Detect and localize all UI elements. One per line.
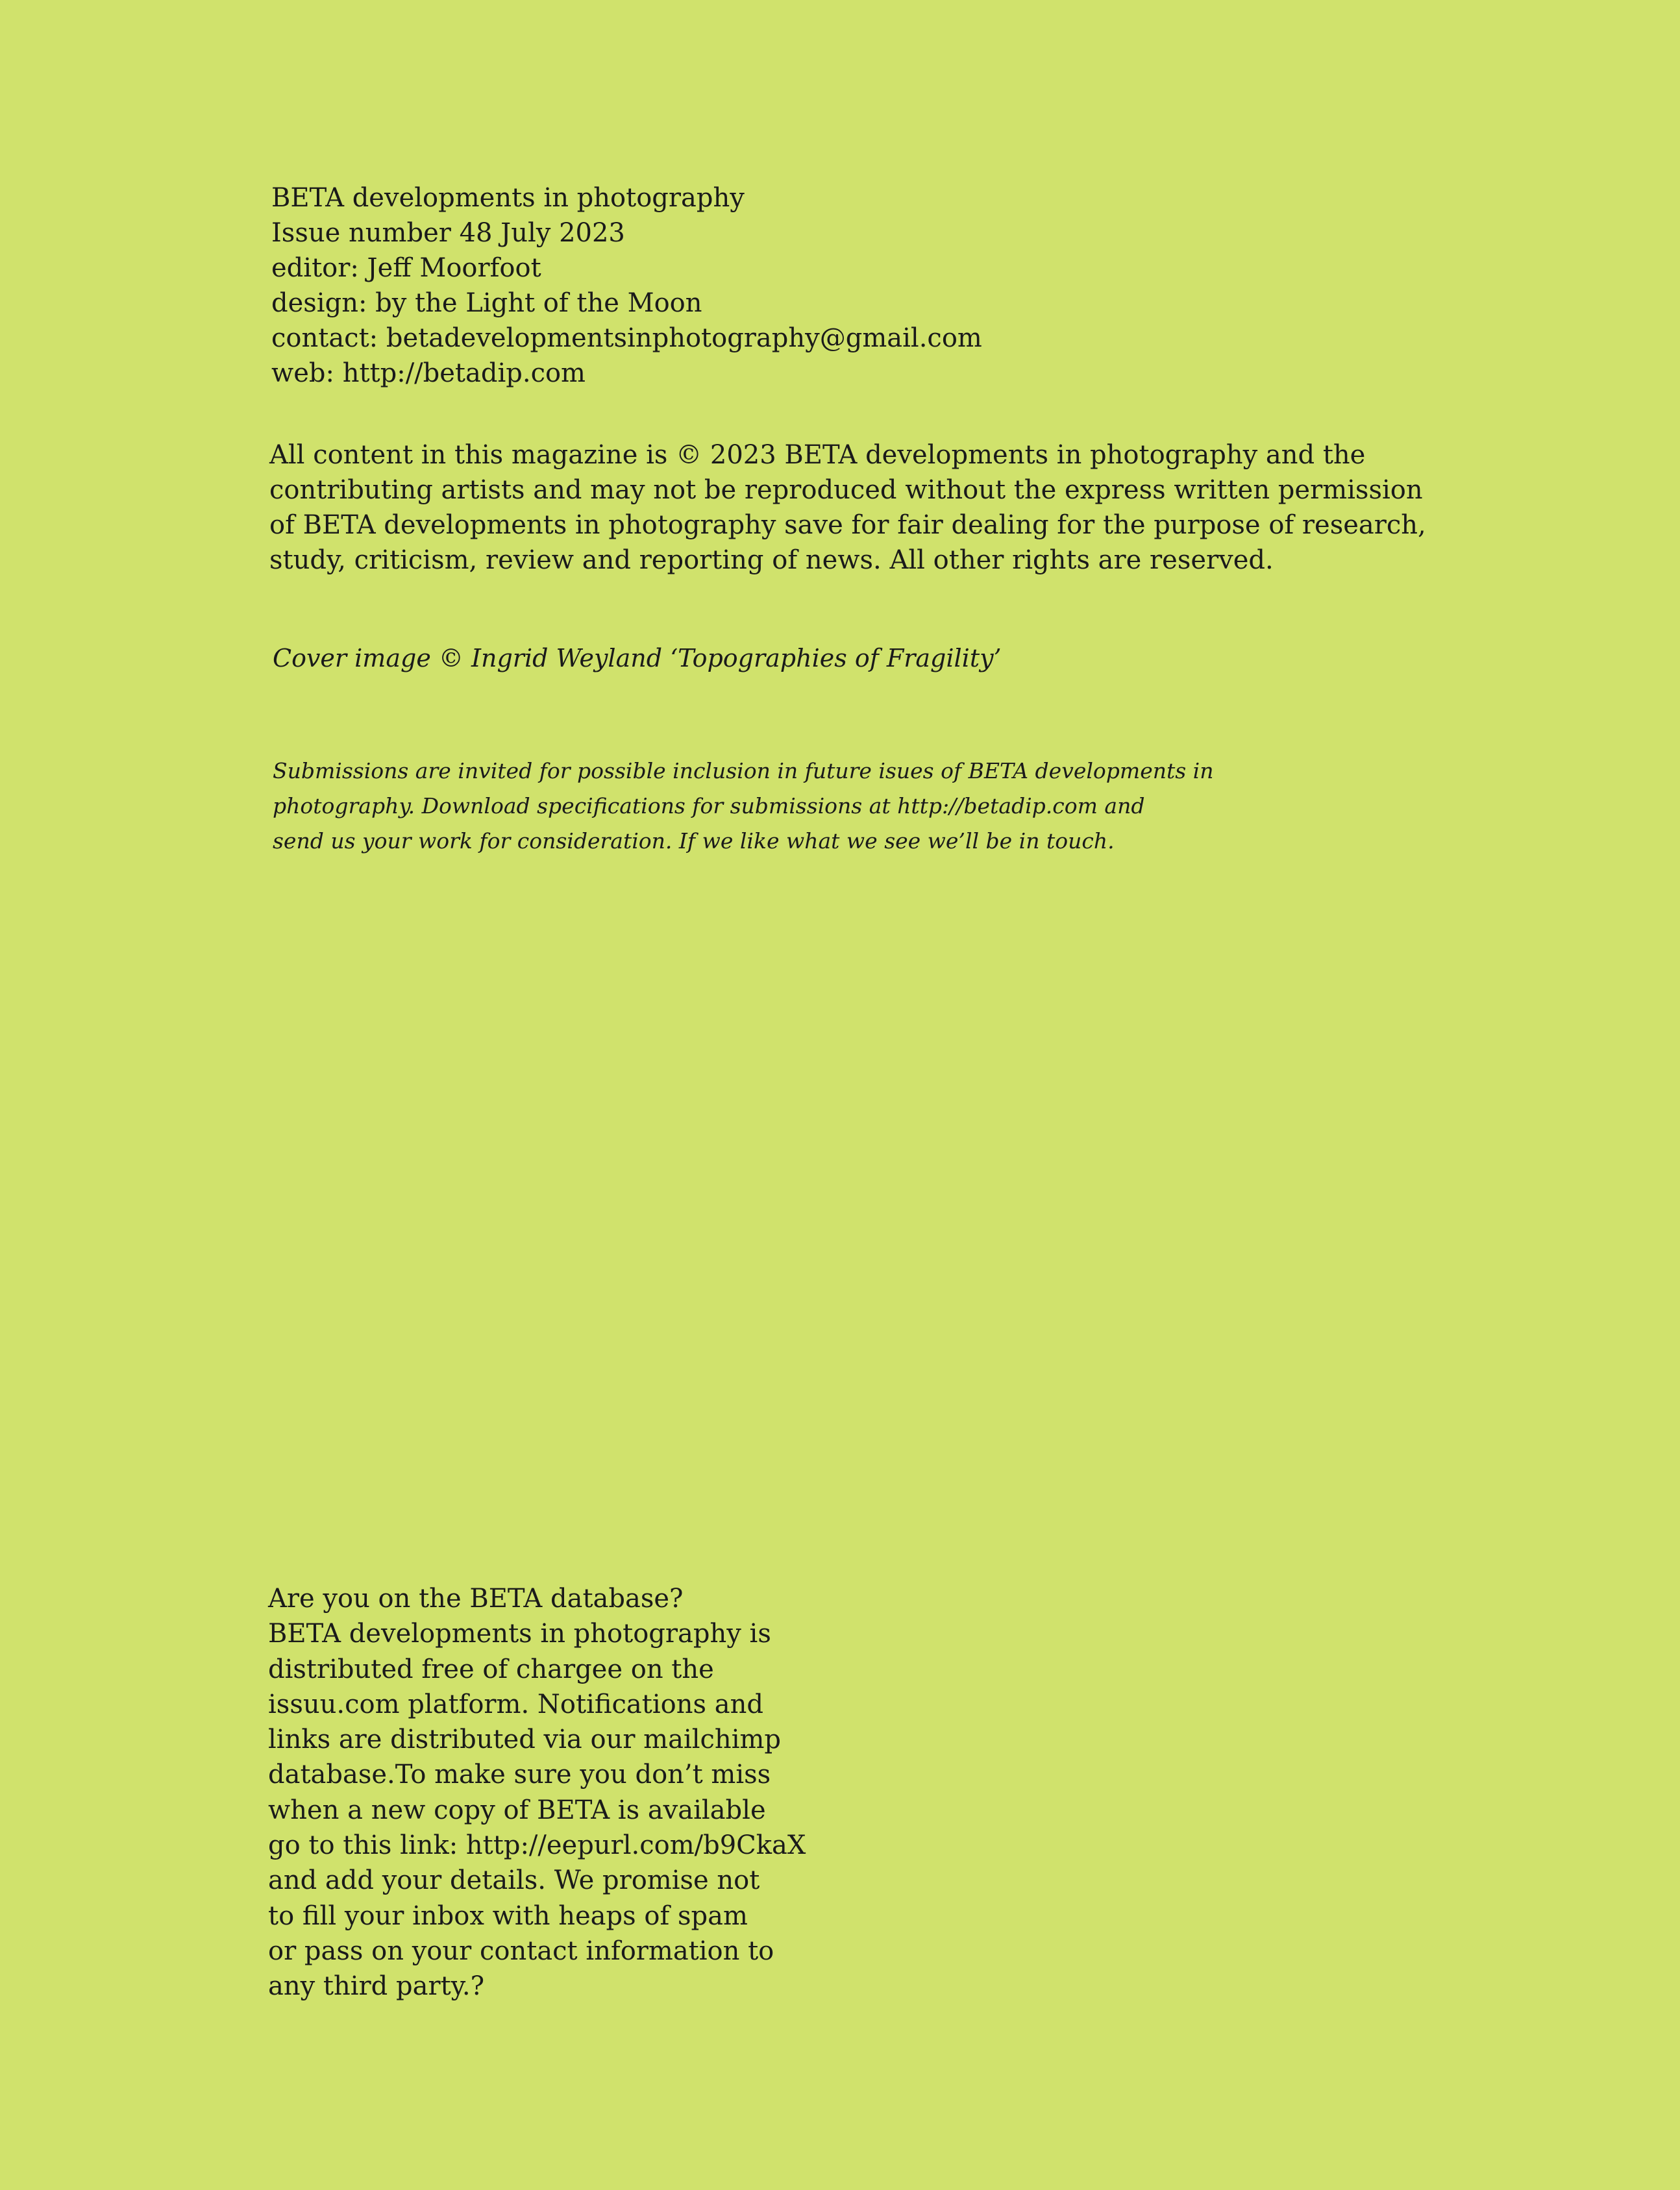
issue-number: Issue number 48 July 2023 (271, 218, 625, 248)
database-line: any third party.? (268, 1971, 485, 2002)
submissions-line: Submissions are invited for possible inclusion in future isues of BETA developments in (273, 758, 1214, 783)
editor-credit: editor: Jeff Moorfoot (271, 253, 541, 283)
database-notice (268, 1581, 806, 2004)
contact-email: contact: betadevelopmentsinphotography@gmail.com (271, 323, 982, 353)
cover-image-credit: Cover image © Ingrid Weyland ‘Topographies of Fragility’ (273, 644, 1002, 672)
copyright-notice: All content in this magazine is © 2023 BETA developments in photography and the contributing artists and may not be reproduced without the express written permission of BETA developments in photography save for fair dealing for the purpose of research, study, criticism, review and reporting of news. All other rights are reserved. (269, 440, 1426, 575)
web-address: web: http://betadip.com (271, 358, 586, 388)
submissions-notice (273, 754, 1311, 859)
database-line: to fill your inbox with heaps of spam (268, 1901, 748, 1931)
database-line: distributed free of chargee on the (268, 1654, 714, 1684)
database-signup-link-line: go to this link: http://eepurl.com/b9CkaX (268, 1830, 806, 1861)
database-heading: Are you on the BETA database? (268, 1584, 684, 1614)
database-line: links are distributed via our mailchimp (268, 1725, 782, 1755)
database-line: or pass on your contact information to (268, 1936, 774, 1966)
masthead (271, 180, 982, 391)
database-line: database.To make sure you don’t miss (268, 1760, 771, 1790)
submissions-line: send us your work for consideration. If we like what we see we’ll be in touch. (273, 828, 1115, 854)
database-line: BETA developments in photography is (268, 1619, 771, 1649)
design-credit: design: by the Light of the Moon (271, 288, 702, 318)
submissions-line: photography. Download specifications for submissions at http://betadip.com and (273, 793, 1145, 818)
database-line: when a new copy of BETA is available (268, 1795, 766, 1825)
database-line: and add your details. We promise not (268, 1865, 760, 1896)
magazine-title: BETA developments in photography (271, 183, 745, 213)
database-line: issuu.com platform. Notifications and (268, 1689, 763, 1719)
